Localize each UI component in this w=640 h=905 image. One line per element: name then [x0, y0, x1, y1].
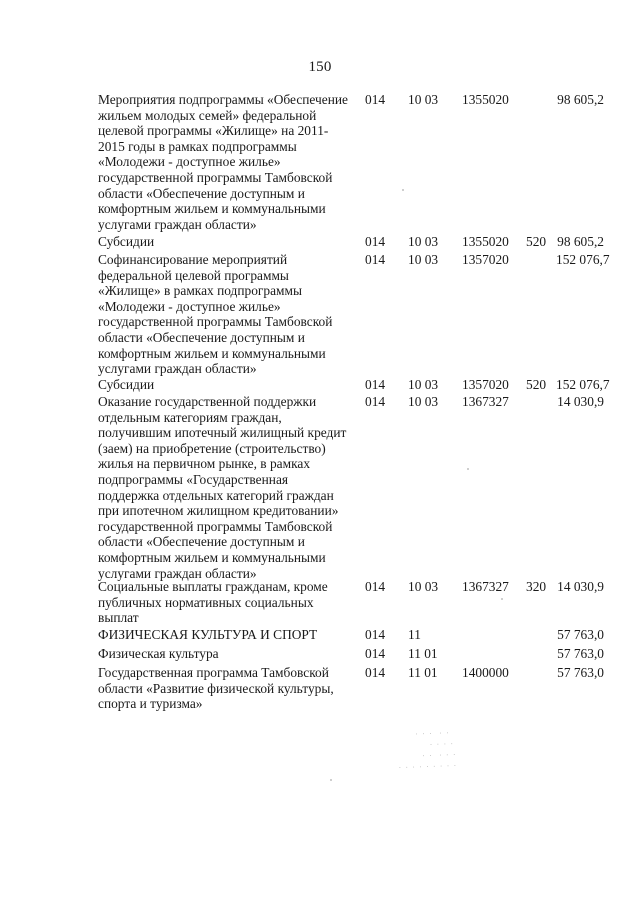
row-section-code: 10 03	[408, 394, 439, 409]
row-ministry-code: 014	[365, 579, 386, 594]
table-row	[98, 92, 604, 234]
table-row	[98, 234, 604, 252]
row-target-code: 1357020	[462, 377, 509, 392]
row-section-code: 11	[408, 627, 421, 642]
scan-speck	[501, 598, 503, 600]
row-ministry-code: 014	[365, 627, 386, 642]
row-type-code: 520	[526, 377, 547, 392]
row-target-code: 1367327	[462, 394, 509, 409]
row-name: Социальные выплаты гражданам, кроме публичных нормативных социальных выплат	[98, 579, 328, 626]
row-target-code: 1367327	[462, 579, 509, 594]
row-sum: 152 076,7	[556, 252, 610, 267]
row-target-code: 1355020	[462, 234, 509, 249]
row-name: Субсидии	[98, 377, 155, 392]
table-row	[98, 377, 610, 394]
row-name: Субсидии	[98, 234, 155, 249]
row-ministry-code: 014	[365, 646, 386, 661]
scan-speck	[330, 779, 332, 781]
row-name: ФИЗИЧЕСКАЯ КУЛЬТУРА И СПОРТ	[98, 627, 318, 642]
table-row	[98, 579, 604, 627]
row-type-code: 520	[526, 234, 547, 249]
row-sum: 14 030,9	[557, 394, 604, 409]
row-sum: 57 763,0	[557, 665, 604, 680]
row-ministry-code: 014	[365, 252, 386, 267]
row-target-code: 1400000	[462, 665, 509, 680]
row-type-code: 320	[526, 579, 547, 594]
row-section-code: 10 03	[408, 234, 439, 249]
row-name: Физическая культура	[98, 646, 219, 661]
row-section-code: 11 01	[408, 665, 438, 680]
row-target-code: 1355020	[462, 92, 509, 107]
row-ministry-code: 014	[365, 92, 386, 107]
row-name: Софинансирование мероприятий федеральной целевой программы «Жилище» в рамках подпрограммы «Молодежи - доступное жилье» государственной программы Тамбовской области «Обеспечение доступным и комфортным жильем и коммунальными услугами граждан области»	[98, 252, 333, 377]
row-sum: 14 030,9	[557, 579, 604, 594]
row-sum: 98 605,2	[557, 234, 604, 249]
row-sum: 57 763,0	[557, 627, 604, 642]
table-row	[98, 252, 610, 377]
row-name: Мероприятия подпрограммы «Обеспечение жильем молодых семей» федеральной целевой программы «Жилище» на 2011-2015 годы в рамках подпрограммы «Молодежи - доступное жилье» государственной программы Тамбовской области «Обеспечение доступным и комфортным жильем и коммунальными услугами граждан области»	[98, 92, 348, 232]
faded-stamp-image: · · · · · · · · · · · · · · · · · · · · · · ·	[398, 727, 458, 772]
table-row	[98, 646, 604, 665]
table-row	[98, 394, 604, 579]
row-sum: 57 763,0	[557, 646, 604, 661]
row-sum: 152 076,7	[556, 377, 610, 392]
row-target-code: 1357020	[462, 252, 509, 267]
scan-speck	[467, 468, 469, 470]
row-ministry-code: 014	[365, 377, 386, 392]
table-row	[98, 665, 604, 713]
row-name: Оказание государственной поддержки отдельным категориям граждан, получившим ипотечный жилищный кредит (заем) на приобретение (строительство) жилья на первичном рынке, в рамках подпрограммы «Государственная поддержка отдельных категорий граждан при ипотечном жилищном кредитовании» государственной программы Тамбовской области «Обеспечение доступным и комфортным жильем и коммунальными услугами граждан области»	[98, 394, 347, 581]
page-number: 150	[308, 59, 332, 75]
row-section-code: 11 01	[408, 646, 438, 661]
row-section-code: 10 03	[408, 579, 439, 594]
row-section-code: 10 03	[408, 252, 439, 267]
row-ministry-code: 014	[365, 234, 386, 249]
row-section-code: 10 03	[408, 377, 439, 392]
row-sum: 98 605,2	[557, 92, 604, 107]
row-ministry-code: 014	[365, 394, 386, 409]
scan-speck	[402, 189, 404, 191]
row-ministry-code: 014	[365, 665, 386, 680]
row-name: Государственная программа Тамбовской области «Развитие физической культуры, спорта и туризма»	[98, 665, 334, 712]
table-row	[98, 627, 604, 646]
row-section-code: 10 03	[408, 92, 439, 107]
budget-table	[98, 92, 610, 713]
